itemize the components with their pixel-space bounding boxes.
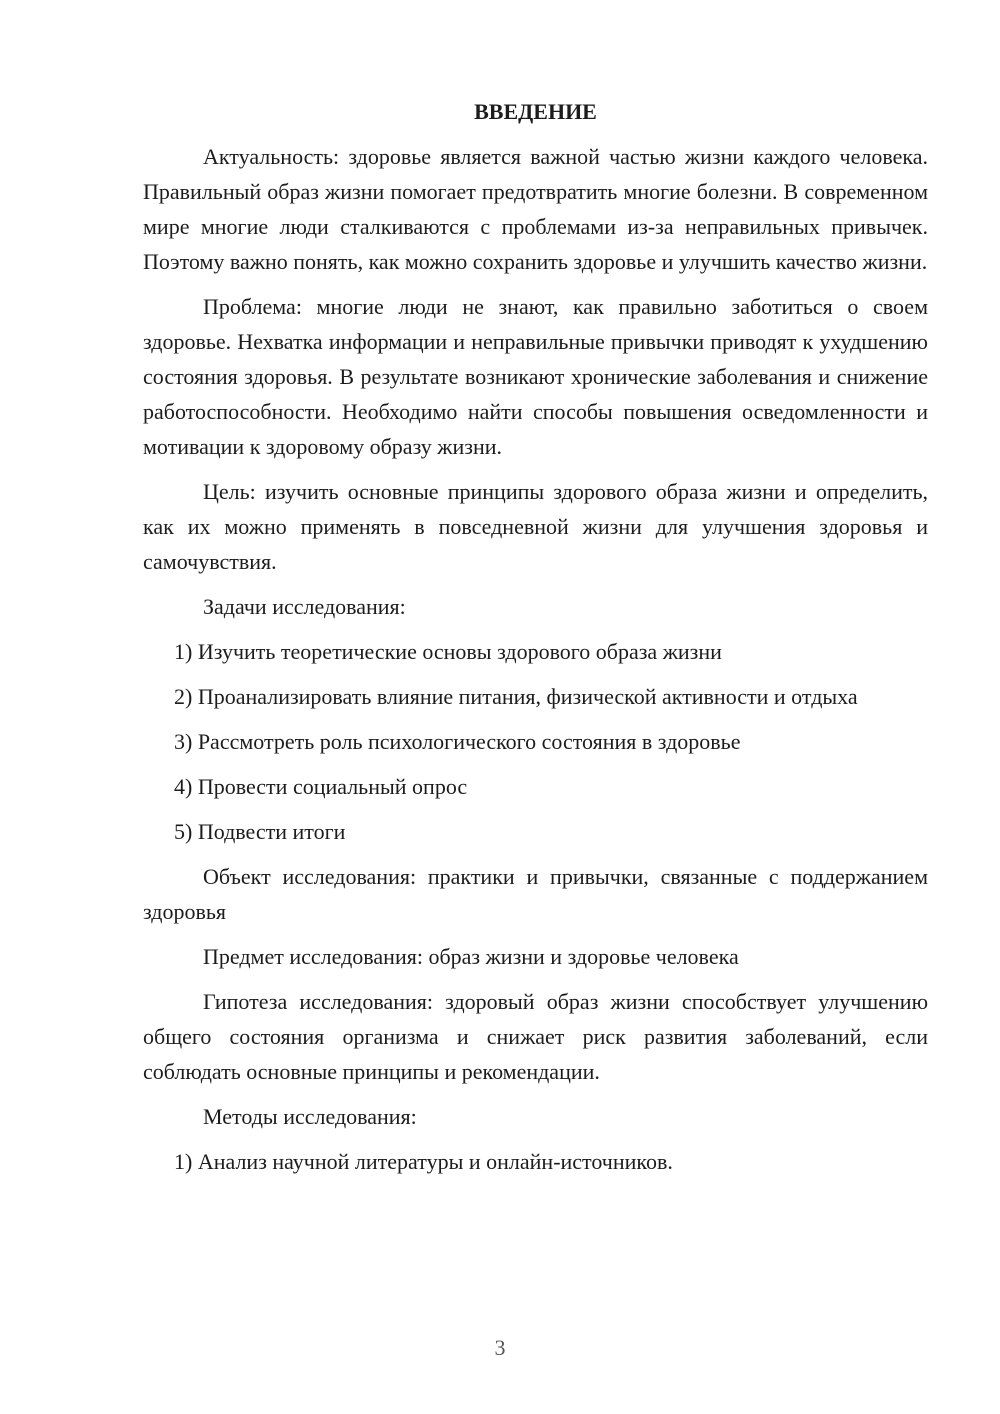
task-item: 3) Рассмотреть роль психологического состояния в здоровье bbox=[174, 729, 741, 754]
task-item: 1) Изучить теоретические основы здорового образа жизни bbox=[174, 639, 722, 664]
method-item: 1) Анализ научной литературы и онлайн-источников. bbox=[174, 1149, 673, 1174]
subject-paragraph: Предмет исследования: образ жизни и здоровье человека bbox=[203, 944, 739, 969]
tasks-heading: Задачи исследования: bbox=[203, 594, 406, 619]
object-paragraph: Объект исследования: практики и привычки, связанные с поддержанием здоровья bbox=[143, 864, 928, 924]
goal-paragraph: Цель: изучить основные принципы здорового образа жизни и определить, как их можно применять в повседневной жизни для улучшения здоровья и самочувствия. bbox=[143, 479, 928, 574]
page-number: 3 bbox=[494, 1335, 506, 1360]
page-content bbox=[143, 94, 928, 1189]
problem-paragraph: Проблема: многие люди не знают, как правильно заботиться о своем здоровье. Нехватка информации и неправильные привычки приводят к ухудшению состояния здоровья. В результате возникают хронические заболевания и снижение работоспособности. Необходимо найти способы повышения осведомленности и мотивации к здоровому образу жизни. bbox=[143, 294, 928, 459]
task-item: 4) Провести социальный опрос bbox=[174, 774, 468, 799]
task-item: 5) Подвести итоги bbox=[174, 819, 346, 844]
page-title: ВВЕДЕНИЕ bbox=[474, 99, 597, 124]
relevance-paragraph: Актуальность: здоровье является важной частью жизни каждого человека. Правильный образ жизни помогает предотвратить многие болезни. В современном мире многие люди сталкиваются с проблемами из-за неправильных привычек. Поэтому важно понять, как можно сохранить здоровье и улучшить качество жизни. bbox=[143, 144, 928, 274]
methods-heading: Методы исследования: bbox=[203, 1104, 417, 1129]
task-item: 2) Проанализировать влияние питания, физической активности и отдыха bbox=[174, 684, 858, 709]
hypothesis-paragraph: Гипотеза исследования: здоровый образ жизни способствует улучшению общего состояния организма и снижает риск развития заболеваний, если соблюдать основные принципы и рекомендации. bbox=[143, 989, 928, 1084]
